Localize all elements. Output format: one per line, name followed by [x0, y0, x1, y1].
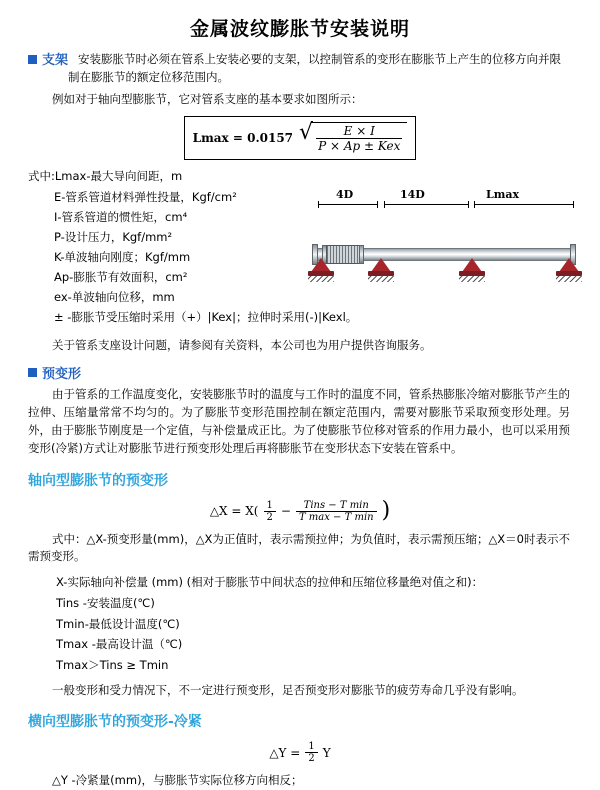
lateral-predeform-explain: △Y -冷紧量(mm)，与膨胀节实际位移方向相反；	[52, 773, 303, 788]
support-closing-text: 关于管系支座设计问题，请参阅有关资料，本公司也为用户提供咨询服务。	[52, 338, 432, 353]
blue-square-bullet-icon	[28, 368, 37, 377]
legend-item: 式中:Lmax-最大导向间距，m	[28, 169, 183, 184]
lateral-predeform-equation	[0, 741, 600, 764]
page-title: 金属波纹膨胀节安装说明	[189, 18, 410, 40]
lateral-predeform-heading: 横向型膨胀节的预变形-冷紧	[28, 714, 202, 731]
legend-item: Ap-膨胀节有效面积，cm²	[54, 270, 188, 285]
legend-item: ± -膨胀节受压缩时采用（+）|Kex|；拉伸时采用(-)|Kexl。	[54, 310, 358, 325]
axial-predeform-equation	[0, 500, 600, 523]
equation-rhs: Y	[322, 745, 331, 760]
note-item: X-实际轴向补偿量 (mm) (相对于膨胀节中间状态的拉伸和压缩位移量绝对值之和)：	[56, 575, 484, 590]
lmax-formula-denominator: P × Ap ± Kex	[318, 139, 401, 154]
predeform-section-heading-label: 预变形	[42, 367, 82, 383]
note-item: Tmin-最低设计温度(℃)	[56, 616, 180, 631]
predeform-section-heading	[28, 363, 600, 382]
predeform-paragraph-1: 由于管系的工作温度变化，安装膨胀节时的温度与工作时的温度不同，管系热膨胀冷缩对膨胀节产生的拉伸、压缩量常常不均匀的。为了膨胀节变形范围控制在额定范围内，需要对膨胀节采取预变形处理。另外，由于膨胀节刚度是一个定值，与补偿量成正比。为了使膨胀节位移对管系的作用力最小，也可以采用预变形(冷紧)方式让对膨胀节进行预变形处理后再将膨胀节在变形状态下安装在管系中。	[28, 387, 570, 455]
equation-half-fraction: 1 2	[264, 500, 276, 523]
support-section-intro	[28, 51, 570, 87]
equation-lhs: △Y =	[269, 745, 301, 760]
lmax-formula-numerator: E × I	[316, 123, 402, 139]
dimension-label: 14D	[400, 188, 425, 202]
radical-sign-icon: √	[299, 120, 314, 146]
dimension-rule	[474, 204, 574, 205]
lmax-formula-lhs: Lmax = 0.0157	[192, 131, 294, 146]
support-anchor-icon	[556, 258, 582, 280]
equation-minus-sign: −	[280, 504, 291, 518]
pipe-assembly	[304, 218, 584, 296]
equation-lhs: △X = X(	[209, 504, 259, 518]
lmax-formula-radical	[299, 122, 407, 154]
support-section-heading: 支架	[42, 53, 69, 68]
equation-temperature-fraction: Tins − T min T max − T min	[296, 500, 377, 523]
support-anchor-icon	[368, 258, 394, 280]
legend-item: P-设计压力，Kgf/mm²	[54, 229, 173, 244]
support-anchor-icon	[308, 258, 334, 280]
document-page	[0, 14, 600, 788]
legend-item: I-管系管道的惯性矩，cm⁴	[54, 209, 188, 224]
note-item: Tmax＞Tins ≥ Tmin	[56, 657, 169, 672]
legend-item: ex-单波轴向位移，mm	[54, 290, 175, 305]
dimension-rule	[318, 204, 378, 205]
note-item: Tmax -最高设计温（℃)	[56, 637, 183, 652]
support-section-intro-text: 安装膨胀节时必须在管系上安装必要的支架，以控制管系的变形在膨胀节上产生的位移方向并限制在膨胀节的额定位移范围内。	[68, 52, 562, 84]
dimension-label: Lmax	[486, 188, 520, 202]
equation-half-fraction: $\frac{1}{2}$	[305, 741, 317, 764]
dimension-rule	[384, 204, 469, 205]
dimension-label: 4D	[336, 188, 354, 202]
axial-predeform-notes	[56, 572, 570, 675]
blue-square-bullet-icon	[28, 55, 37, 64]
axial-predeform-tail: 一般变形和受力情况下，不一定进行预变形，足否预变形对膨胀节的疲劳寿命几乎没有影响。	[52, 682, 524, 697]
bellows-cap-icon	[359, 245, 364, 264]
support-layout-diagram	[304, 188, 584, 298]
diagram-dimension-labels	[304, 188, 584, 204]
legend-item: E-管系管道材料弹性投量，Kgf/cm²	[54, 189, 237, 204]
lmax-formula	[0, 116, 600, 160]
support-example-line: 例如对于轴向型膨胀节，它对管系支座的基本要求如图所示：	[52, 91, 363, 106]
legend-item: K-单波轴向刚度；Kgf/mm	[54, 249, 191, 264]
support-anchor-icon	[459, 258, 485, 280]
equation-rhs: )	[381, 498, 391, 523]
note-item: Tins -安装温度(℃)	[56, 595, 155, 610]
axial-predeform-explain: 式中：△X-预变形量(mm)，△X为正值时，表示需预拉伸；为负值时，表示需预压缩；△X＝0时表示不需预变形。	[28, 531, 570, 564]
axial-predeform-heading: 轴向型膨胀节的预变形	[28, 472, 168, 489]
